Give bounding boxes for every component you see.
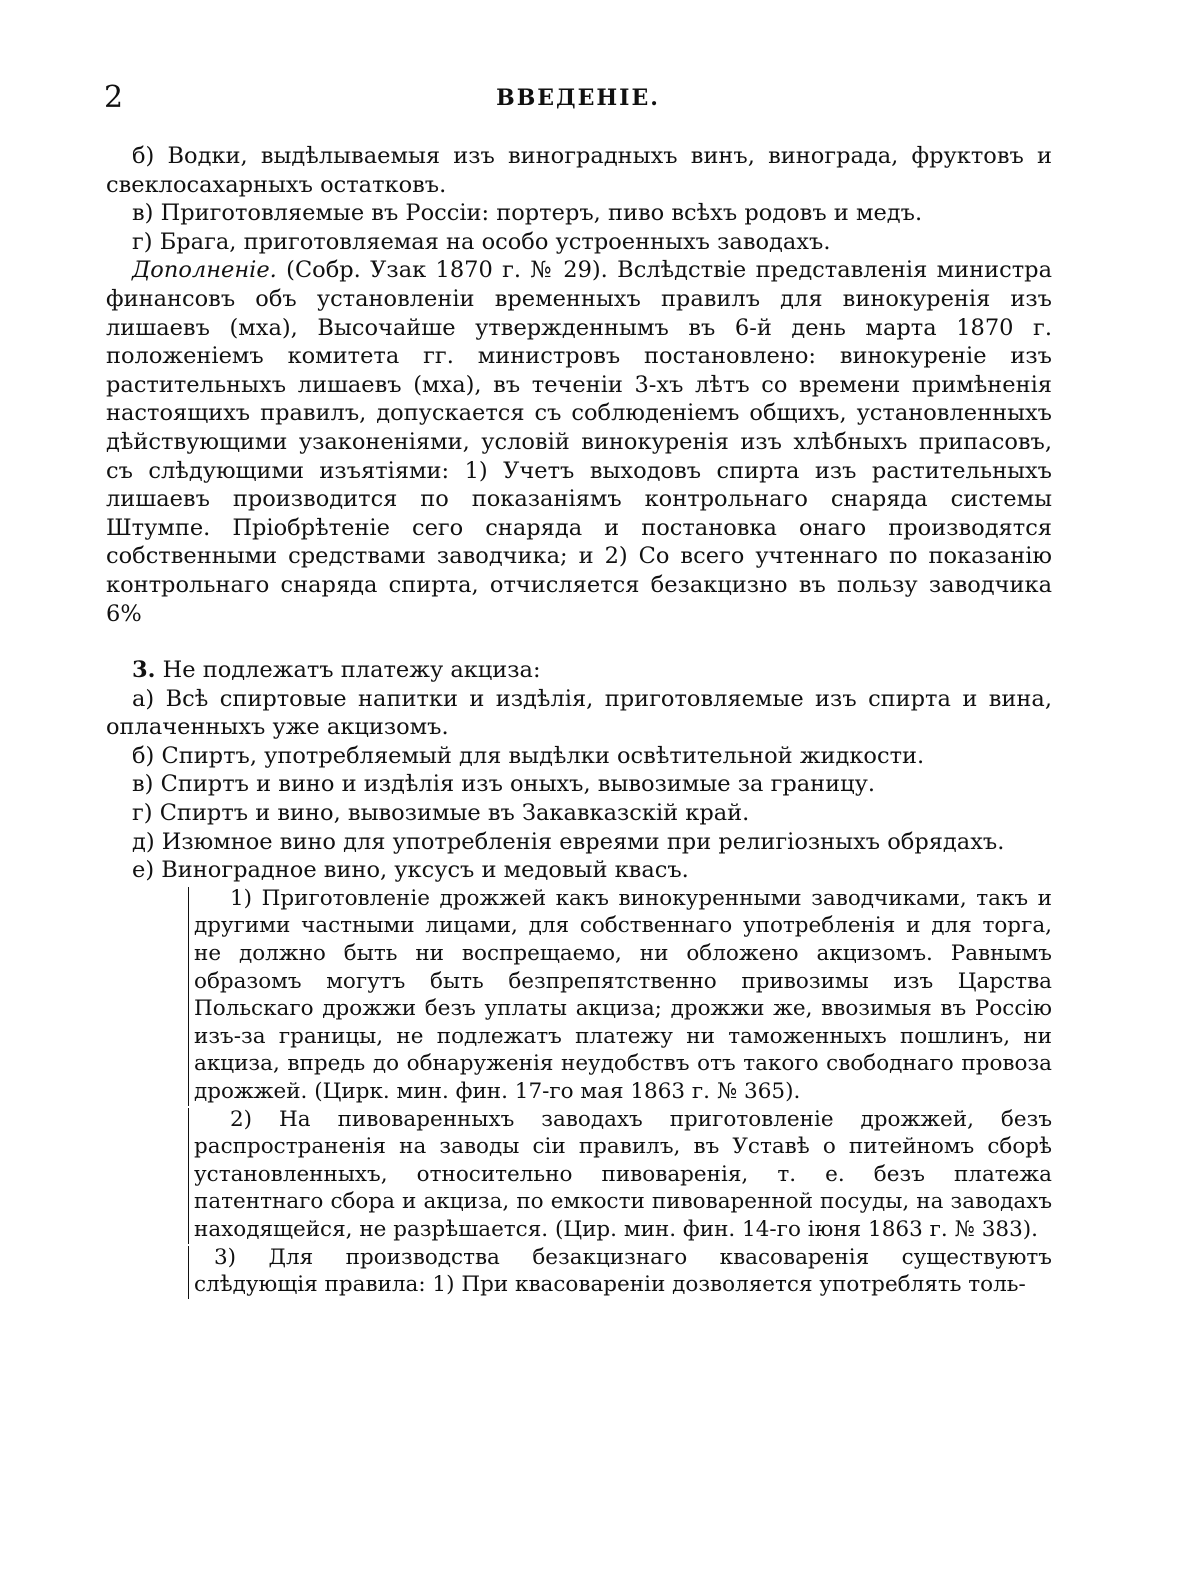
supplement-paragraph — [106, 256, 1052, 628]
section-3-title: Не подлежатъ платежу акциза: — [155, 657, 541, 684]
note-3: 3) Для производства безакцизнаго квасоваренія существуютъ слѣдующія правила: 1) При квасовареніи дозволяется употреблять толь- — [194, 1244, 1052, 1298]
paragraph-v: в) Приготовляемые въ Россіи: портеръ, пиво всѣхъ родовъ и медъ. — [132, 200, 923, 227]
paragraph-g: г) Брага, приготовляемая на особо устроенныхъ заводахъ. — [132, 228, 831, 255]
section-3-item-a: а) Всѣ спиртовые напитки и издѣлія, приготовляемые изъ спирта и вина, оплаченныхъ уже акцизомъ. — [106, 685, 1052, 741]
section-3-item-v: в) Спиртъ и вино и издѣлія изъ оныхъ, вывозимые за границу. — [132, 771, 876, 798]
section-3-item-g: г) Спиртъ и вино, вывозимые въ Закавказскій край. — [132, 800, 750, 827]
running-title: ВВЕДЕНІЕ. — [496, 85, 660, 111]
section-3-number: 3. — [132, 657, 156, 684]
section-3-item-b: б) Спиртъ, употребляемый для выдѣлки освѣтительной жидкости. — [132, 742, 925, 769]
section-3-heading — [106, 656, 1052, 685]
note-1: 1) Приготовленіе дрожжей какъ винокуренными заводчиками, такъ и другими частными лицами, для собственнаго употребленія и для торга, не должно быть ни воспрещаемо, ни обложено акцизомъ. Равнымъ образомъ могутъ быть безпрепятственно привозимы изъ Царства Польскаго дрожжи безъ уплаты акциза; дрожжи же, ввозимыя въ Россію изъ-за границы, не подлежатъ платежу ни таможенныхъ пошлинъ, ни акциза, впредь до обнаруженія неудобствъ отъ такого свободнаго провоза дрожжей. (Цирк. мин. фин. 17-го мая 1863 г. № 365). — [194, 885, 1052, 1104]
page-number: 2 — [104, 80, 124, 115]
paragraph-b: б) Водки, выдѣлываемыя изъ виноградныхъ винъ, винограда, фруктовъ и свеклосахарныхъ остатковъ. — [106, 143, 1052, 198]
notes-block — [192, 885, 1052, 1299]
supplement-text: (Собр. Узак 1870 г. № 29). Вслѣдствіе представленія министра финансовъ объ установленіи временныхъ правилъ для винокуренія изъ лишаевъ (мха), Высочайше утвержденнымъ въ 6-й день марта 1870 г. положеніемъ комитета гг. министровъ постановлено: винокуреніе изъ растительныхъ лишаевъ (мха), въ теченіи 3-хъ лѣтъ со времени примѣненія настоящихъ правилъ, допускается съ соблюденіемъ общихъ, установленныхъ дѣйствующими узаконеніями, условій винокуренія изъ хлѣбныхъ припасовъ, съ слѣдующими изъятіями: 1) Учетъ выходовъ спирта изъ растительныхъ лишаевъ производится по показаніямъ контрольнаго снаряда системы Штумпе. Пріобрѣтеніе сего снаряда и постановка онаго производятся собственными средствами заводчика; и 2) Со всего учтеннаго по показанію контрольнаго снаряда спирта, отчисляется безакцизно въ пользу заводчика 6% — [106, 257, 1052, 627]
page-body — [106, 142, 1052, 1299]
section-gap — [106, 628, 1052, 656]
section-3-item-d: д) Изюмное вино для употребленія евреями при религіозныхъ обрядахъ. — [132, 828, 1005, 855]
note-2: 2) На пивоваренныхъ заводахъ приготовленіе дрожжей, безъ распространенія на заводы сіи правилъ, въ Уставѣ о питейномъ сборѣ установленныхъ, относительно пивоваренія, т. е. безъ платежа патентнаго сбора и акциза, по емкости пивоваренной посуды, на заводахъ находящейся, не разрѣшается. (Цир. мин. фин. 14-го іюня 1863 г. № 383). — [194, 1106, 1052, 1242]
section-3-item-e: е) Виноградное вино, уксусъ и медовый квасъ. — [132, 857, 689, 884]
page-header — [104, 78, 1052, 118]
supplement-label: Дополненіе. — [132, 257, 277, 284]
